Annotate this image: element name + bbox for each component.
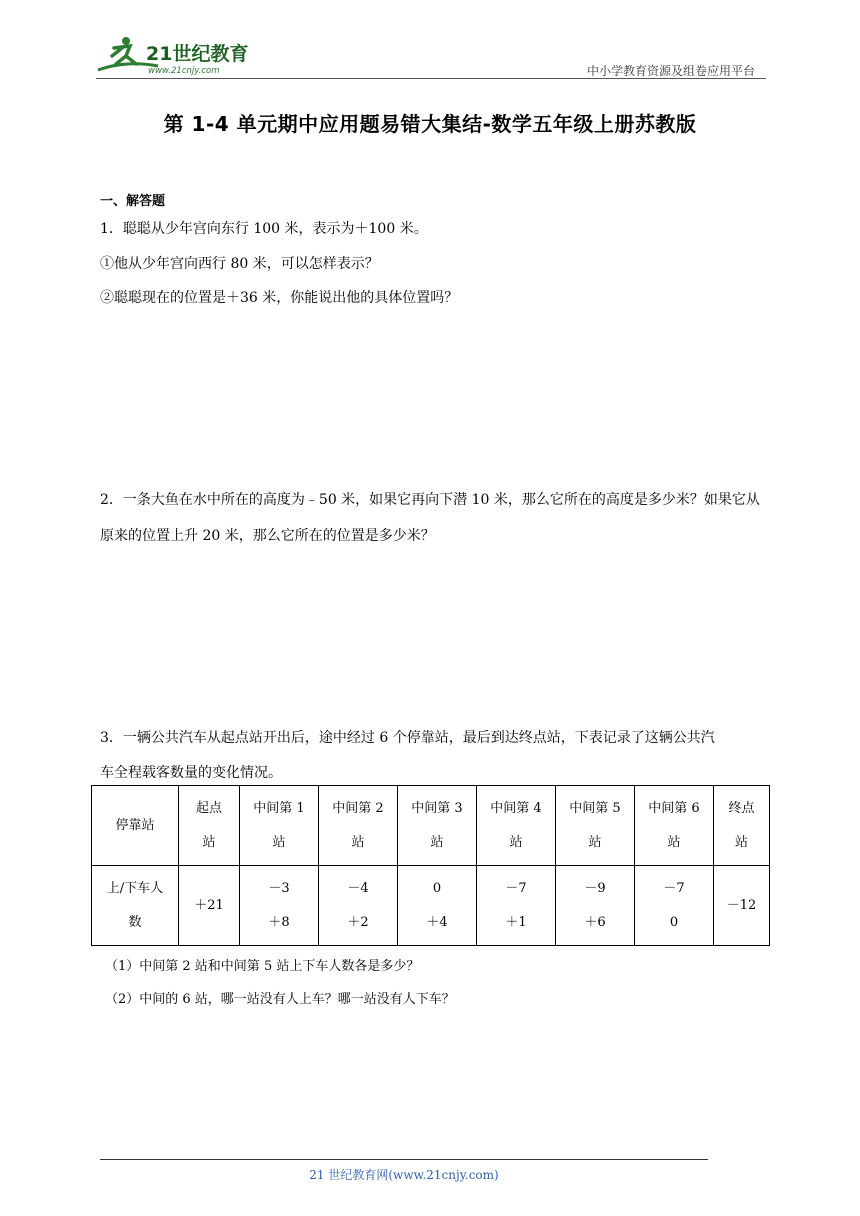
q1-part1: ①他从少年宫向西行 80 米，可以怎样表示？ <box>100 256 379 272</box>
table-header-cell: 中间第 1 站 <box>240 786 319 866</box>
table-cell: －9 ＋6 <box>556 866 635 946</box>
header-platform-text: 中小学教育资源及组卷应用平台 <box>586 64 755 78</box>
q3-line1: 3．一辆公共汽车从起点站开出后，途中经过 6 个停靠站，最后到达终点站，下表记录了这辆公共汽 <box>100 730 715 746</box>
table-header-cell: 中间第 5 站 <box>556 786 635 866</box>
table-cell: －3 ＋8 <box>240 866 319 946</box>
site-logo <box>96 34 266 78</box>
table-header-cell: 中间第 6 站 <box>635 786 714 866</box>
table-cell: －7 ＋1 <box>477 866 556 946</box>
section-heading: 一、解答题 <box>100 194 166 209</box>
table-header-cell: 中间第 2 站 <box>319 786 398 866</box>
table-cell: ＋21 <box>179 866 240 946</box>
footer-link[interactable]: 21 世纪教育网(www.21cnjy.com) <box>309 1168 499 1182</box>
table-header-cell: 终点 站 <box>714 786 770 866</box>
q1-stem: 1．聪聪从少年宫向东行 100 米，表示为＋100 米。 <box>100 221 428 237</box>
q3-sub1: （1）中间第 2 站和中间第 5 站上下车人数各是多少？ <box>105 959 420 974</box>
svg-text:21世纪教育: 21世纪教育 <box>146 43 249 65</box>
footer-divider <box>100 1159 708 1160</box>
q3-line2: 车全程载客数量的变化情况。 <box>100 765 282 781</box>
table-cell: 0 ＋4 <box>398 866 477 946</box>
q3-sub2: （2）中间的 6 站，哪一站没有人上车？哪一站没有人下车？ <box>105 992 455 1007</box>
table-header-cell: 停靠站 <box>92 786 179 866</box>
table-row <box>92 786 770 866</box>
table-header-cell: 中间第 4 站 <box>477 786 556 866</box>
q2-text: 2．一条大鱼在水中所在的高度为﹣50 米，如果它再向下潜 10 米，那么它所在的高度是多少米？如果它从原来的位置上升 20 米，那么它所在的位置是多少米？ <box>100 492 760 544</box>
table-header-cell: 起点 站 <box>179 786 240 866</box>
svg-text:www.21cnjy.com: www.21cnjy.com <box>148 66 220 76</box>
table-row <box>92 866 770 946</box>
table-cell: －7 0 <box>635 866 714 946</box>
header-divider <box>96 78 766 79</box>
table-cell: －4 ＋2 <box>319 866 398 946</box>
page-title: 第 1-4 单元期中应用题易错大集结-数学五年级上册苏教版 <box>163 112 697 136</box>
table-row-label: 上/下车人 数 <box>92 866 179 946</box>
table-header-cell: 中间第 3 站 <box>398 786 477 866</box>
table-cell: －12 <box>714 866 770 946</box>
bus-stops-table <box>91 785 770 946</box>
runner-logo-icon <box>96 34 266 78</box>
q1-part2: ②聪聪现在的位置是＋36 米，你能说出他的具体位置吗？ <box>100 290 459 306</box>
